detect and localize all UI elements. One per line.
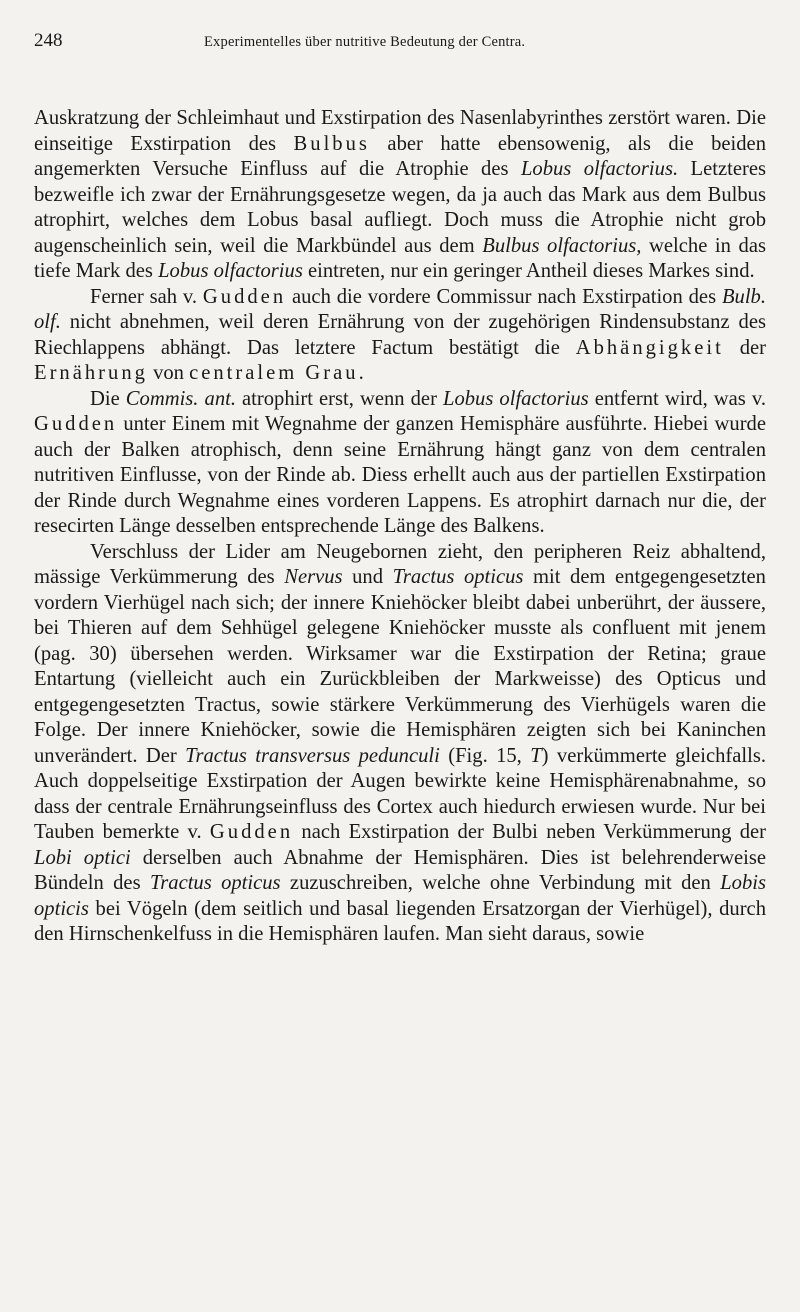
body-text [34, 106, 766, 948]
italic-term: Lobi optici [34, 846, 131, 869]
italic-term: Lobis opticis [34, 872, 766, 920]
paragraph [34, 285, 766, 387]
text-run: Auskratzung der Schleimhaut und Exstirpation des Nasenlabyrinthes zerstört waren. Die einseitige Exstirpation des [34, 107, 766, 155]
text-run: unter Einem mit Wegnahme der ganzen Hemisphäre ausführte. Hiebei wurde auch der Balken atrophisch, denn seine Ernährung hängt ganz von dem centralen nutritiven Einflusse, von der Rinde ab. Diess erhellt auch aus der partiellen Exstirpation der Rinde durch Wegnahme eines vorderen Lappens. Es atrophirt darnach nur die, der resecirten Länge desselben entsprechende Länge des Balkens. [34, 413, 766, 537]
spaced-emphasis: Abhängigkeit [575, 336, 724, 359]
text-run: Letzteres bezweifle ich zwar der Ernährungsgesetze wegen, da ja auch das Mark aus dem Bulbus atrophirt, welches dem Lobus basal aufliegt. Doch muss die Atrophie nicht grob augenscheinlich sein, weil die Markbündel aus dem [34, 158, 767, 257]
text-run: eintreten, nur ein geringer Antheil dieses Markes sind. [302, 260, 755, 282]
text-run: aber hatte ebensowenig, als die beiden angemerkten Versuche Einfluss auf die Atrophie des [34, 132, 766, 180]
italic-term: Lobus olfactorius. [520, 158, 679, 180]
running-title: Experimentelles über nutritive Bedeutung der Centra. [204, 34, 526, 50]
spaced-emphasis: Gudden [202, 285, 287, 308]
text-run: Verschluss der Lider am Neugebornen zieht, den peripheren Reiz abhaltend, mässige Verkümmerung des [34, 540, 766, 588]
spaced-emphasis: Gudden [209, 821, 294, 843]
text-run: ) verkümmerte gleichfalls. Auch doppelseitige Exstirpation der Augen bewirkte keine Hemisphärenabnahme, so dass der centrale Ernährungseinfluss des Cortex auch hiedurch erwiesen wurde. Nur bei Tauben bemerkte v. [34, 744, 766, 843]
text-run: nach Exstirpation der Bulbi neben Verkümmerung der [293, 821, 766, 843]
text-run: welche in das tiefe Mark des [34, 234, 766, 282]
spaced-emphasis: Bulbus [293, 132, 370, 155]
text-run: atrophirt erst, wenn der [235, 387, 443, 410]
page-header [34, 30, 766, 60]
text-run: bei Vögeln (dem seitlich und basal liegenden Ersatzorgan der Vierhügel), durch den Hirnschenkelfuss in die Hemisphären laufen. Man sieht daraus, sowie [34, 897, 766, 945]
text-run: entfernt wird, was v. [588, 387, 766, 410]
text-run: von [147, 362, 190, 384]
text-run: nicht abnehmen, weil deren Ernährung von der zugehörigen Rindensubstanz des Riechlappens abhängt. Das letztere Factum bestätigt die [34, 311, 766, 359]
text-run: und [342, 566, 393, 588]
page-number: 248 [34, 30, 63, 51]
spaced-emphasis: centralem Grau. [189, 362, 367, 384]
paragraph [34, 540, 766, 948]
italic-term: T [530, 744, 542, 767]
text-run: derselben auch Abnahme der Hemisphären. Dies ist belehrenderweise Bündeln des [34, 846, 766, 894]
text-run: der [723, 336, 766, 359]
italic-term: Tractus opticus [392, 566, 524, 588]
italic-term: Nervus [284, 566, 343, 588]
italic-term: Tractus transversus pedunculi [185, 744, 440, 767]
spaced-emphasis: Gudden [34, 413, 118, 435]
spaced-emphasis: Ernährung [34, 362, 148, 384]
italic-term: Lobus olfactorius [158, 260, 303, 282]
text-run: mit dem entgegengesetzten vordern Vierhügel nach sich; der innere Kniehöcker bleibt dabei unberührt, der äussere, bei Thieren auf dem Sehhügel gelegene Kniehöcker musste als confluent mit jenem (pag. 30) übersehen werden. Wirksamer war die Exstirpation der Retina; graue Entartung (vielleicht auch ein Zurückbleiben der Markweisse) des Opticus und entgegengesetzten Tractus, sowie stärkere Verkümmerung des Vierhügels waren die Folge. Der innere Kniehöcker, sowie die Hemisphären zeigten sich bei Kaninchen unverändert. Der [34, 566, 766, 767]
italic-term: Bulbus olfactorius, [482, 234, 642, 257]
text-run: (Fig. 15, [439, 744, 531, 767]
text-run: auch die vordere Commissur nach Exstirpation des [286, 285, 722, 308]
paragraph [34, 106, 766, 285]
italic-term: Bulb. olf. [34, 285, 766, 333]
text-run: Die [90, 387, 126, 410]
italic-term: Lobus olfactorius [443, 387, 589, 410]
italic-term: Tractus opticus [149, 872, 281, 894]
paragraph [34, 387, 766, 540]
italic-term: Commis. ant. [125, 387, 236, 410]
text-run: zuzuschreiben, welche ohne Verbindung mit den [280, 872, 721, 894]
text-run: Ferner sah v. [90, 285, 203, 308]
